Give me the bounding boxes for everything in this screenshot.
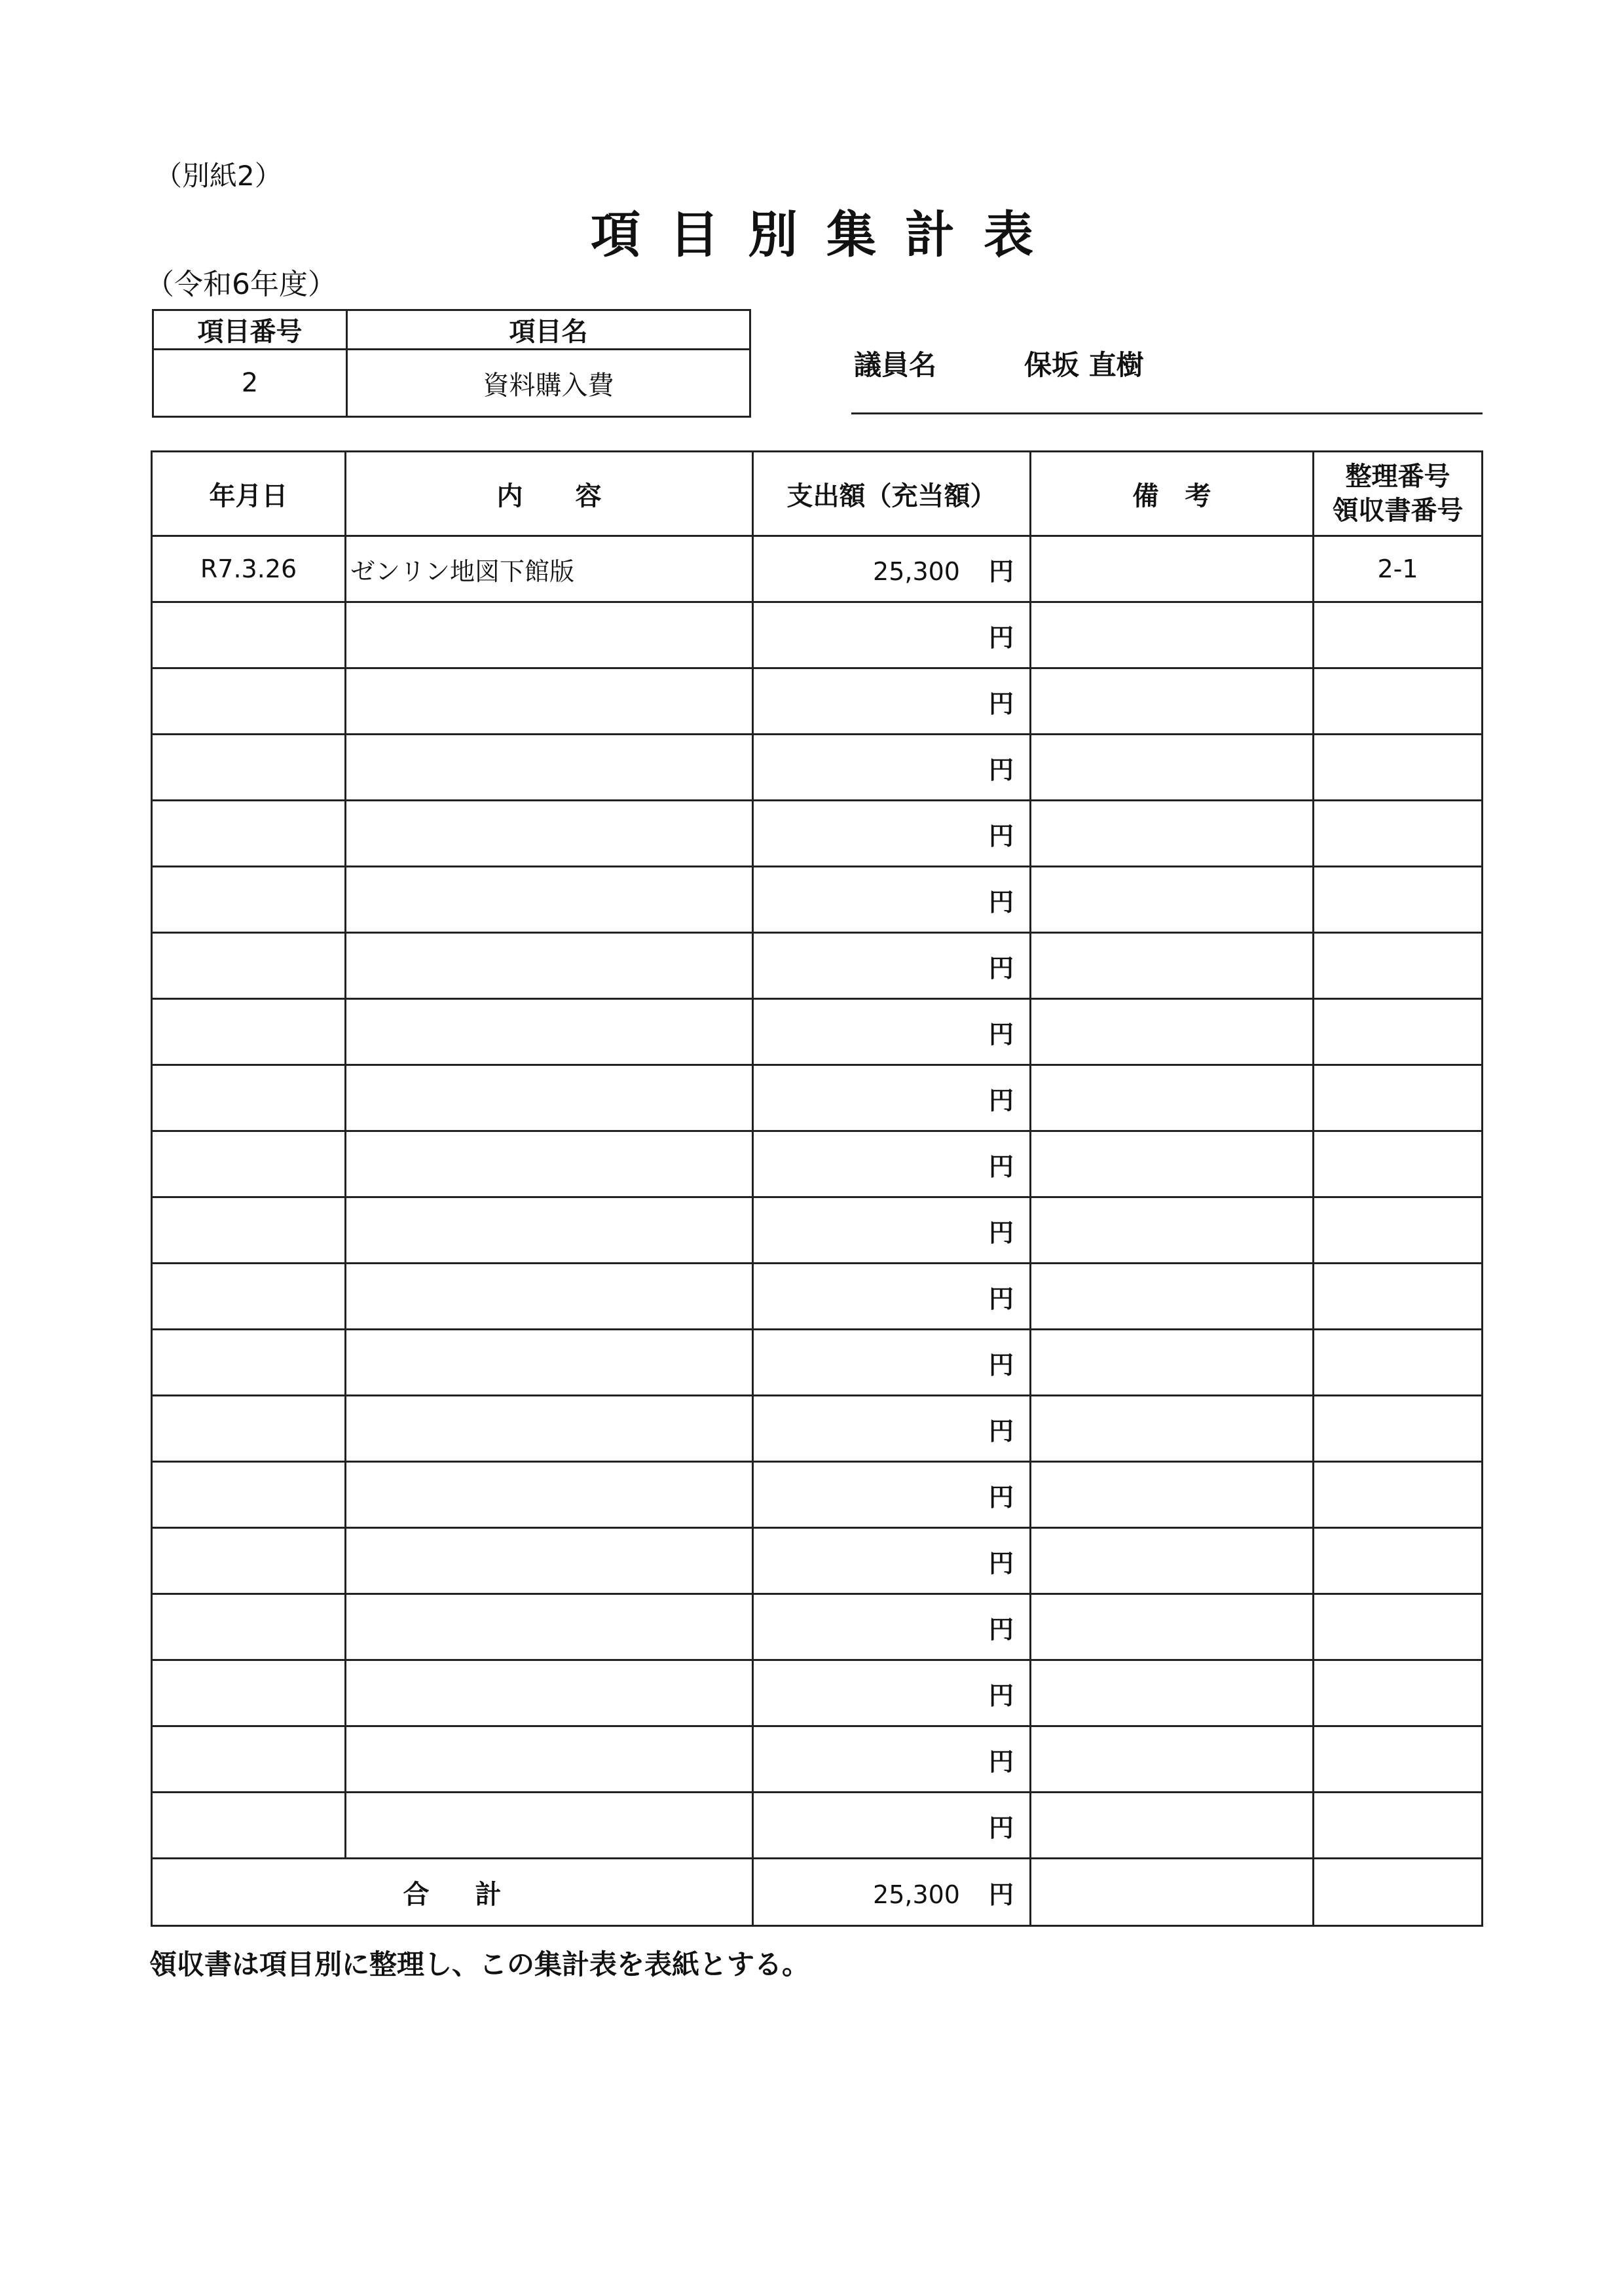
row-reference xyxy=(1314,1197,1483,1264)
table-row xyxy=(152,1660,1483,1726)
table-row xyxy=(152,1462,1483,1528)
row-amount xyxy=(753,999,1031,1065)
table-row xyxy=(152,1330,1483,1396)
row-date xyxy=(152,867,346,933)
row-amount xyxy=(753,1528,1031,1594)
row-remarks xyxy=(1031,1528,1314,1594)
row-content xyxy=(346,1065,753,1131)
row-amount xyxy=(753,735,1031,801)
row-date xyxy=(152,1528,346,1594)
member-label: 議員名 xyxy=(854,349,937,381)
row-reference: 2-1 xyxy=(1314,536,1483,602)
yen-unit: 円 xyxy=(988,623,1014,652)
row-reference xyxy=(1314,1131,1483,1197)
row-date xyxy=(152,999,346,1065)
member-block xyxy=(854,344,1144,383)
row-date xyxy=(152,668,346,735)
row-amount xyxy=(753,536,1031,602)
row-amount xyxy=(753,1264,1031,1330)
row-content xyxy=(346,1197,753,1264)
yen-unit: 円 xyxy=(988,1614,1014,1644)
row-reference xyxy=(1314,1396,1483,1462)
row-content xyxy=(346,1528,753,1594)
item-number: 2 xyxy=(153,350,347,417)
row-amount xyxy=(753,933,1031,999)
row-reference xyxy=(1314,801,1483,867)
row-remarks xyxy=(1031,1131,1314,1197)
yen-unit: 円 xyxy=(988,1813,1014,1842)
row-date xyxy=(152,1396,346,1462)
table-row xyxy=(152,1131,1483,1197)
row-reference xyxy=(1314,602,1483,668)
row-date xyxy=(152,735,346,801)
row-date xyxy=(152,602,346,668)
row-content xyxy=(346,1660,753,1726)
row-remarks xyxy=(1031,1330,1314,1396)
yen-unit: 円 xyxy=(988,1350,1014,1379)
header-ref-line2: 領収書番号 xyxy=(1332,496,1464,526)
header-date: 年月日 xyxy=(152,452,346,536)
page-title: 項目別集計表 xyxy=(591,206,1062,264)
row-remarks xyxy=(1031,1793,1314,1859)
total-yen: 円 xyxy=(988,1880,1014,1909)
row-content xyxy=(346,999,753,1065)
row-date xyxy=(152,1660,346,1726)
row-content xyxy=(346,668,753,735)
table-row xyxy=(152,536,1483,602)
row-date xyxy=(152,1264,346,1330)
row-amount xyxy=(753,1197,1031,1264)
row-reference xyxy=(1314,1462,1483,1528)
table-row xyxy=(152,999,1483,1065)
yen-unit: 円 xyxy=(988,1218,1014,1247)
table-row xyxy=(152,1197,1483,1264)
row-reference xyxy=(1314,999,1483,1065)
yen-unit: 円 xyxy=(988,1085,1014,1115)
table-row xyxy=(152,1793,1483,1859)
row-reference xyxy=(1314,1726,1483,1793)
row-amount xyxy=(753,1793,1031,1859)
row-content xyxy=(346,1264,753,1330)
row-date: R7.3.26 xyxy=(152,536,346,602)
table-row xyxy=(152,602,1483,668)
yen-unit: 円 xyxy=(988,1152,1014,1181)
yen-unit: 円 xyxy=(988,1482,1014,1512)
header-amount: 支出額（充当額） xyxy=(753,452,1031,536)
row-date xyxy=(152,1726,346,1793)
row-amount xyxy=(753,602,1031,668)
row-date xyxy=(152,1793,346,1859)
row-amount xyxy=(753,1462,1031,1528)
table-row xyxy=(152,1528,1483,1594)
table-row xyxy=(152,1264,1483,1330)
expense-table xyxy=(151,450,1483,1927)
table-row xyxy=(152,1396,1483,1462)
table-row xyxy=(152,867,1483,933)
item-info-table xyxy=(152,309,751,418)
table-header-row xyxy=(152,452,1483,536)
row-reference xyxy=(1314,933,1483,999)
row-date xyxy=(152,933,346,999)
row-reference xyxy=(1314,1660,1483,1726)
total-amount-cell xyxy=(753,1859,1031,1926)
row-remarks xyxy=(1031,1264,1314,1330)
row-remarks xyxy=(1031,1594,1314,1660)
row-content xyxy=(346,933,753,999)
row-reference xyxy=(1314,867,1483,933)
yen-unit: 円 xyxy=(988,821,1014,850)
row-amount xyxy=(753,668,1031,735)
header-reference xyxy=(1314,452,1483,536)
row-reference xyxy=(1314,1330,1483,1396)
row-date xyxy=(152,1197,346,1264)
row-remarks xyxy=(1031,536,1314,602)
member-underline xyxy=(851,412,1483,414)
total-row xyxy=(152,1859,1483,1926)
yen-unit: 円 xyxy=(988,887,1014,917)
yen-unit: 円 xyxy=(988,953,1014,983)
item-name-header: 項目名 xyxy=(347,310,750,350)
row-amount xyxy=(753,1396,1031,1462)
yen-unit: 円 xyxy=(988,1019,1014,1049)
row-amount xyxy=(753,801,1031,867)
fiscal-year: （令和6年度） xyxy=(145,268,337,301)
amount-value: 25,300 xyxy=(873,556,960,586)
row-amount xyxy=(753,1660,1031,1726)
row-remarks xyxy=(1031,1396,1314,1462)
row-date xyxy=(152,1462,346,1528)
row-content xyxy=(346,1594,753,1660)
yen-unit: 円 xyxy=(988,689,1014,718)
table-row xyxy=(152,1726,1483,1793)
row-remarks xyxy=(1031,1660,1314,1726)
row-remarks xyxy=(1031,735,1314,801)
table-row xyxy=(152,933,1483,999)
yen-unit: 円 xyxy=(988,1416,1014,1446)
row-content xyxy=(346,801,753,867)
row-content xyxy=(346,735,753,801)
yen-unit: 円 xyxy=(988,1747,1014,1776)
row-reference xyxy=(1314,1793,1483,1859)
table-row xyxy=(152,735,1483,801)
item-number-header: 項目番号 xyxy=(153,310,347,350)
yen-unit: 円 xyxy=(988,1681,1014,1710)
yen-unit: 円 xyxy=(988,1284,1014,1313)
row-reference xyxy=(1314,1264,1483,1330)
row-content xyxy=(346,1396,753,1462)
table-row xyxy=(152,668,1483,735)
row-content xyxy=(346,1793,753,1859)
row-reference xyxy=(1314,1594,1483,1660)
row-content xyxy=(346,1726,753,1793)
item-name: 資料購入費 xyxy=(347,350,750,417)
row-amount xyxy=(753,867,1031,933)
row-content xyxy=(346,867,753,933)
total-reference xyxy=(1314,1859,1483,1926)
row-amount xyxy=(753,1726,1031,1793)
row-date xyxy=(152,1065,346,1131)
row-date xyxy=(152,801,346,867)
row-remarks xyxy=(1031,867,1314,933)
row-remarks xyxy=(1031,933,1314,999)
footnote: 領収書は項目別に整理し、この集計表を表紙とする。 xyxy=(149,1948,810,1980)
member-name: 保坂 直樹 xyxy=(1024,349,1144,381)
row-date xyxy=(152,1330,346,1396)
header-ref-line1: 整理番号 xyxy=(1345,462,1450,492)
row-remarks xyxy=(1031,801,1314,867)
row-reference xyxy=(1314,1528,1483,1594)
row-amount xyxy=(753,1131,1031,1197)
row-reference xyxy=(1314,1065,1483,1131)
yen-unit: 円 xyxy=(988,755,1014,784)
row-content xyxy=(346,602,753,668)
header-remarks: 備 考 xyxy=(1031,452,1314,536)
yen-unit: 円 xyxy=(988,1548,1014,1578)
total-amount: 25,300 xyxy=(873,1880,960,1909)
row-content xyxy=(346,1330,753,1396)
row-remarks xyxy=(1031,1065,1314,1131)
row-reference xyxy=(1314,735,1483,801)
row-content xyxy=(346,1131,753,1197)
attachment-label: （別紙2） xyxy=(155,160,282,192)
row-remarks xyxy=(1031,1726,1314,1793)
total-remarks xyxy=(1031,1859,1314,1926)
row-reference xyxy=(1314,668,1483,735)
table-row xyxy=(152,801,1483,867)
row-amount xyxy=(753,1065,1031,1131)
row-content: ゼンリン地図下館版 xyxy=(346,536,753,602)
row-date xyxy=(152,1131,346,1197)
header-content: 内 容 xyxy=(346,452,753,536)
row-date xyxy=(152,1594,346,1660)
row-amount xyxy=(753,1330,1031,1396)
total-label: 合計 xyxy=(152,1859,753,1926)
row-content xyxy=(346,1462,753,1528)
yen-unit: 円 xyxy=(988,556,1014,586)
row-amount xyxy=(753,1594,1031,1660)
row-remarks xyxy=(1031,999,1314,1065)
table-row xyxy=(152,1065,1483,1131)
row-remarks xyxy=(1031,668,1314,735)
row-remarks xyxy=(1031,1462,1314,1528)
table-row xyxy=(152,1594,1483,1660)
row-remarks xyxy=(1031,1197,1314,1264)
row-remarks xyxy=(1031,602,1314,668)
